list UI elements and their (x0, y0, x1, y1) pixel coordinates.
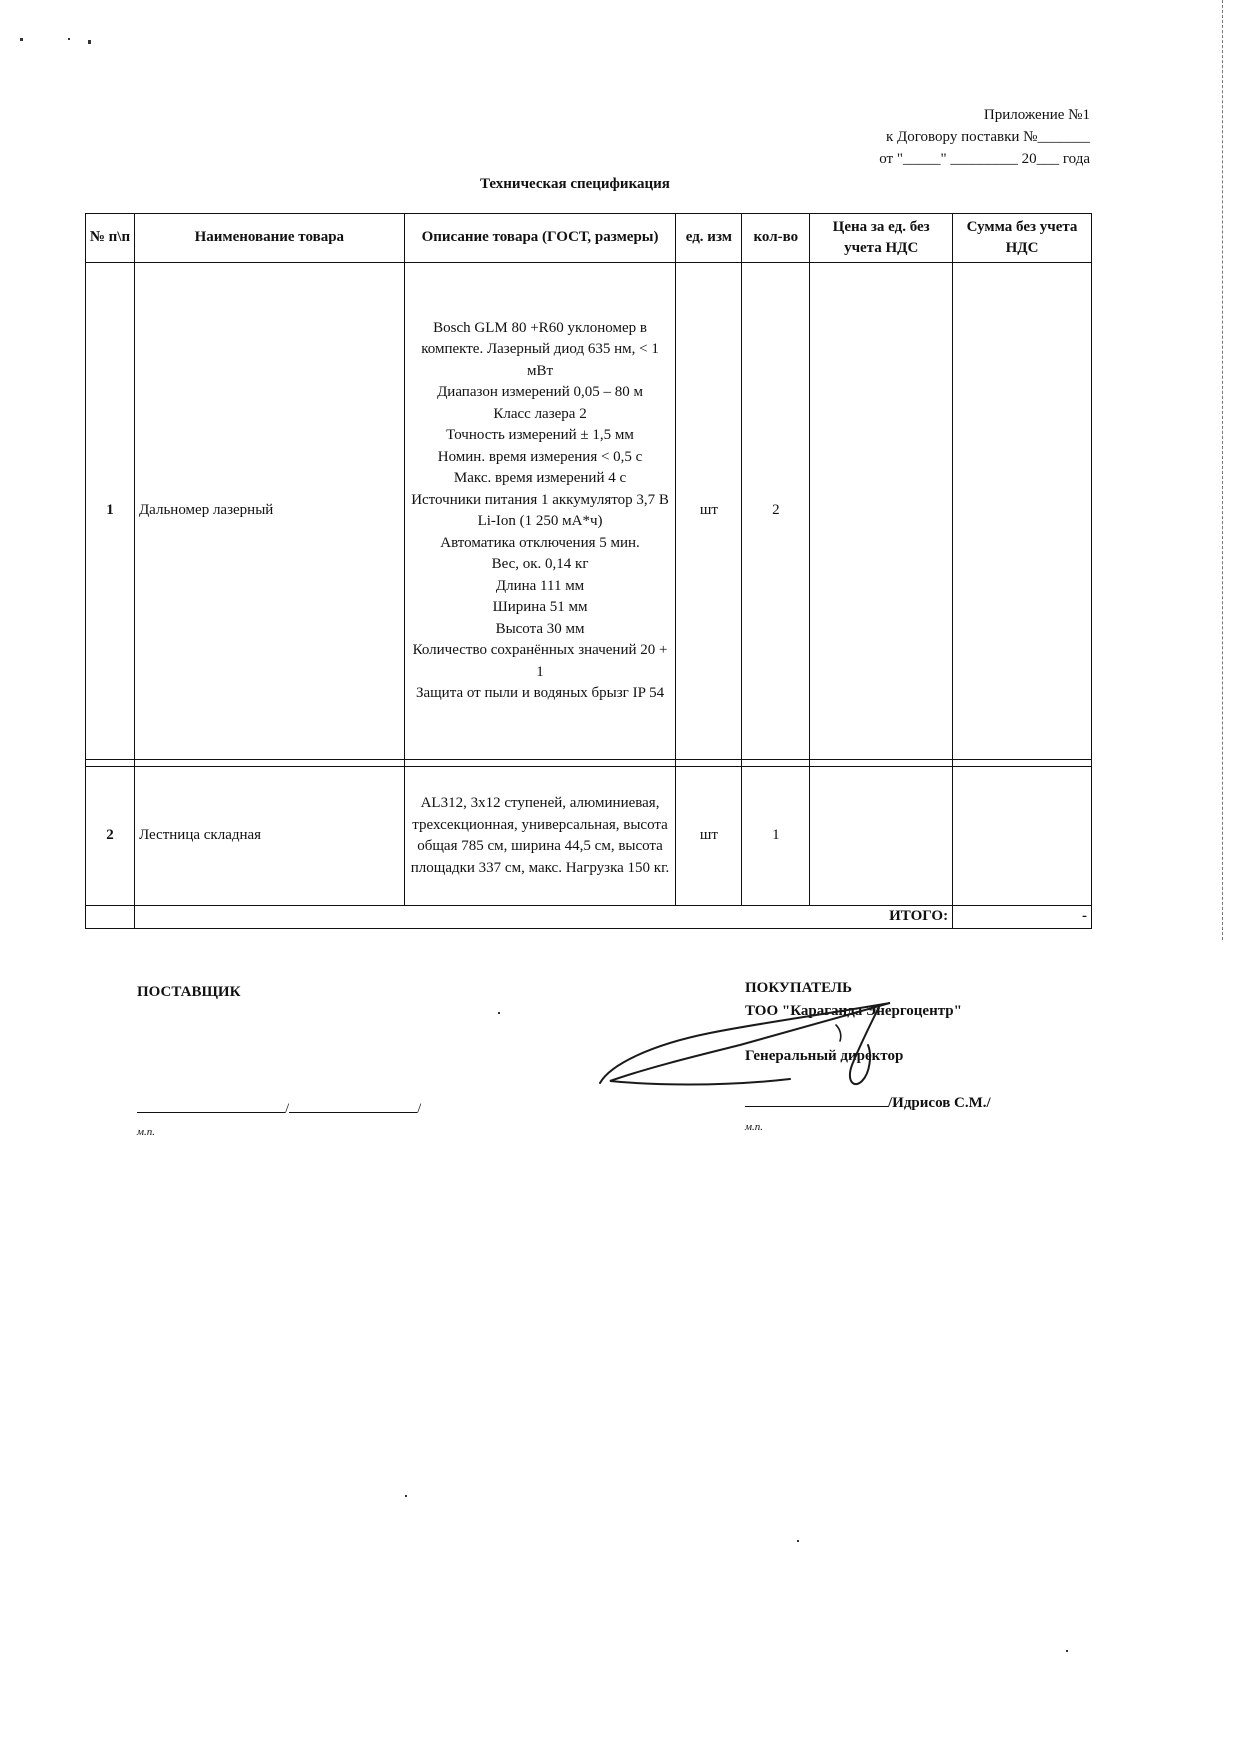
row-name: Лестница складная (134, 767, 404, 906)
annex-line-1: Приложение №1 (983, 107, 1090, 123)
annex-line-3: от "_____" _________ 20___ года (879, 151, 1090, 167)
row-qty: 1 (742, 767, 810, 906)
desc-line: Источники питания 1 аккумулятор 3,7 В Li-Ion (1 250 мА*ч) (411, 491, 669, 529)
annex-header (879, 104, 1090, 170)
document-title: Техническая спецификация (480, 176, 670, 192)
buyer-signer: /Идрисов С.М./ (888, 1095, 991, 1111)
row-description (404, 263, 676, 760)
supplier-title: ПОСТАВЩИК (137, 984, 241, 1000)
buyer-company: ТОО "Караганда Энергоцентр" (745, 1003, 962, 1019)
handwritten-signature (590, 985, 920, 1105)
supplier-signature-line: / / (137, 1098, 421, 1118)
header-price: Цена за ед. без учета НДС (810, 214, 953, 263)
desc-line: Номин. время измерения < 0,5 с (437, 448, 643, 465)
header-unit: ед. изм (676, 214, 742, 263)
buyer-position: Генеральный директор (745, 1048, 904, 1064)
desc-line: Bosch GLM 80 +R60 уклономер в компекте. Лазерный диод 635 нм, < 1 мВт (421, 319, 659, 379)
table-row (86, 767, 1092, 906)
desc-line: AL312, 3х12 ступеней, алюминиевая, трехсекционная, универсальная, высота общая 785 см, ширина 44,5 см, высота площадки 337 см, макс. Нагрузка 150 кг. (410, 795, 670, 876)
scan-speck (20, 38, 23, 41)
scan-edge (1222, 0, 1223, 940)
total-label: ИТОГО: (134, 906, 952, 929)
row-sum (953, 767, 1092, 906)
annex-line-2: к Договору поставки №_______ (886, 129, 1090, 145)
row-price (810, 263, 953, 760)
row-num: 1 (86, 263, 135, 760)
scan-speck (405, 1495, 407, 1497)
row-name: Дальномер лазерный (134, 263, 404, 760)
total-value: - (953, 906, 1092, 929)
header-desc: Описание товара (ГОСТ, размеры) (404, 214, 676, 263)
supplier-stamp-label: м.п. (137, 1126, 156, 1138)
total-row (86, 906, 1092, 929)
specification-table (85, 213, 1092, 929)
desc-line: Диапазон измерений 0,05 – 80 м (437, 384, 643, 400)
buyer-stamp-label: м.п. (745, 1121, 764, 1133)
header-name: Наименование товара (134, 214, 404, 263)
buyer-title: ПОКУПАТЕЛЬ (745, 980, 853, 996)
table-header-row (86, 214, 1092, 263)
row-unit: шт (676, 767, 742, 906)
desc-line: Автоматика отключения 5 мин. (440, 534, 640, 551)
scan-speck (797, 1540, 799, 1542)
row-unit: шт (676, 263, 742, 760)
table-spacer-row (86, 760, 1092, 767)
desc-line: Вес, ок. 0,14 кг (491, 556, 589, 572)
header-sum: Сумма без учета НДС (953, 214, 1092, 263)
desc-line: Защита от пыли и водяных брызг IP 54 (415, 685, 665, 701)
table-row (86, 263, 1092, 760)
row-qty: 2 (742, 263, 810, 760)
desc-line: Длина 111 мм (495, 577, 585, 594)
row-price (810, 767, 953, 906)
desc-line: Макс. время измерений 4 с (453, 470, 627, 486)
row-description (404, 767, 676, 906)
desc-line: Точность измерений ± 1,5 мм (446, 427, 634, 443)
header-qty: кол-во (742, 214, 810, 263)
scan-speck (498, 1012, 500, 1014)
header-num: № п\п (86, 214, 135, 263)
scan-speck (1066, 1650, 1068, 1652)
desc-line: Ширина 51 мм (492, 599, 588, 615)
desc-line: Высота 30 мм (495, 620, 585, 637)
scan-speck (68, 38, 70, 40)
desc-line: Класс лазера 2 (493, 405, 587, 422)
desc-line: Количество сохранённых значений 20 + 1 (412, 642, 668, 680)
row-num: 2 (86, 767, 135, 906)
scan-speck (88, 40, 91, 44)
row-sum (953, 263, 1092, 760)
